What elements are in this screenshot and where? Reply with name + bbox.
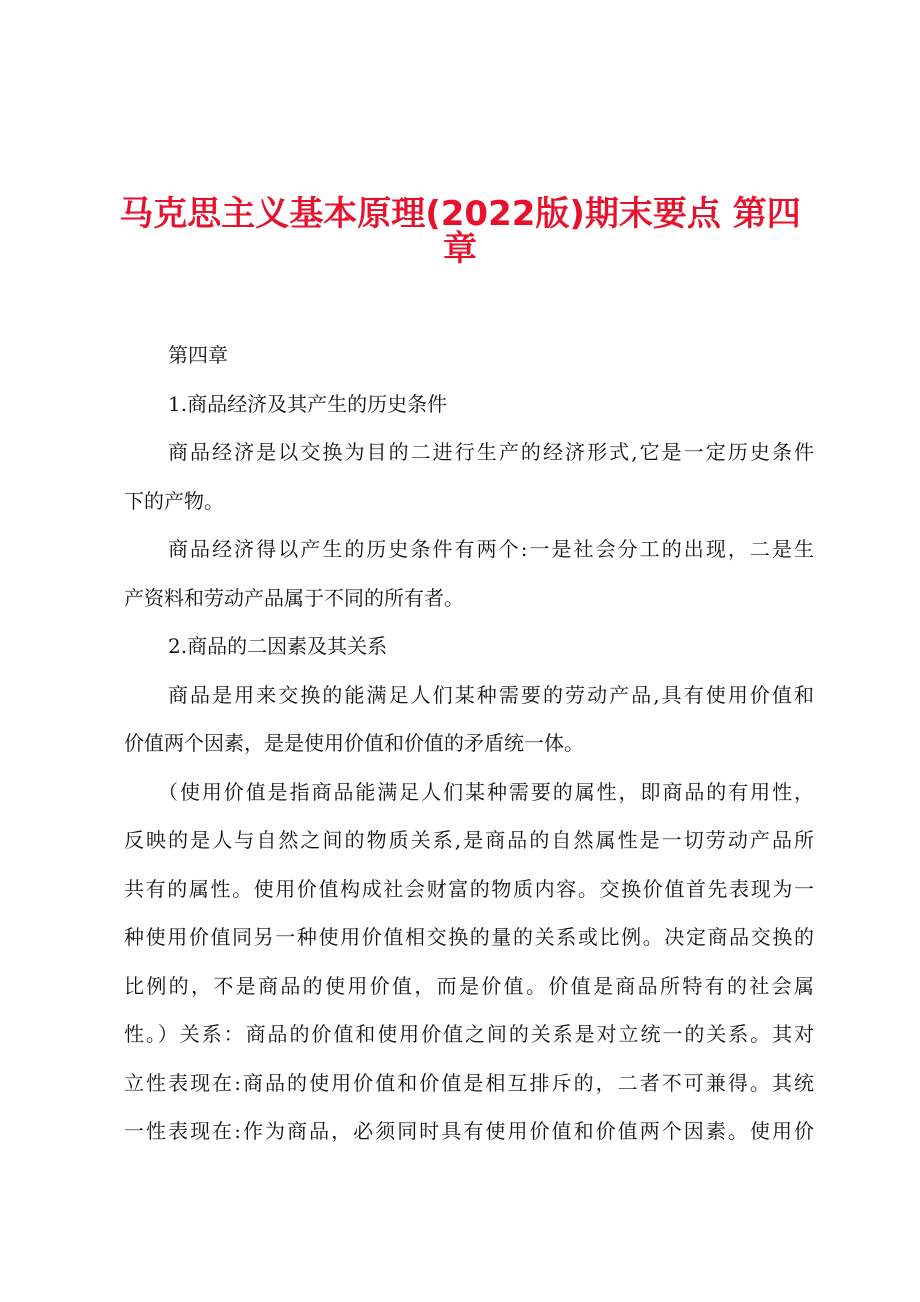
paragraph-line: 产资料和劳动产品属于不同的所有者。 bbox=[124, 587, 464, 610]
section-heading-2: 2.商品的二因素及其关系 bbox=[168, 636, 388, 658]
paragraph-line: 共有的属性。使用价值构成社会财富的物质内容。交换价值首先表现为一 bbox=[124, 878, 814, 901]
paragraph-line: 种使用价值同另一种使用价值相交换的量的关系或比例。决定商品交换的 bbox=[124, 927, 814, 949]
document-body bbox=[124, 345, 814, 1170]
paragraph-line: 性。）关系：商品的价值和使用价值之间的关系是对立统一的关系。其对 bbox=[124, 1024, 814, 1046]
paragraph-line: 反映的是人与自然之间的物质关系,是商品的自然属性是一切劳动产品所 bbox=[124, 830, 814, 852]
paragraph-line: 下的产物。 bbox=[124, 490, 224, 513]
paragraph-line: 立性表现在:商品的使用价值和价值是相互排斥的，二者不可兼得。其统 bbox=[124, 1072, 814, 1095]
document-title-continued: 章 bbox=[443, 229, 477, 269]
document-title: 马克思主义基本原理(2022版)期末要点 第四 bbox=[119, 194, 801, 234]
paragraph-line: 商品是用来交换的能满足人们某种需要的劳动产品,具有使用价值和 bbox=[168, 684, 814, 707]
paragraph-line: 比例的，不是商品的使用价值，而是价值。价值是商品所特有的社会属 bbox=[124, 975, 814, 998]
paragraph-line: （使用价值是指商品能满足人们某种需要的属性，即商品的有用性， bbox=[158, 781, 814, 804]
chapter-heading: 第四章 bbox=[168, 345, 228, 367]
paragraph-line: 一性表现在:作为商品，必须同时具有使用价值和价值两个因素。使用价 bbox=[124, 1121, 814, 1143]
section-heading-1: 1.商品经济及其产生的历史条件 bbox=[168, 393, 448, 416]
paragraph-line: 商品经济是以交换为目的二进行生产的经济形式,它是一定历史条件 bbox=[168, 442, 814, 464]
paragraph-line: 价值两个因素，是是使用价值和价值的矛盾统一体。 bbox=[124, 733, 584, 755]
paragraph-line: 商品经济得以产生的历史条件有两个:一是社会分工的出现，二是生 bbox=[168, 539, 814, 561]
